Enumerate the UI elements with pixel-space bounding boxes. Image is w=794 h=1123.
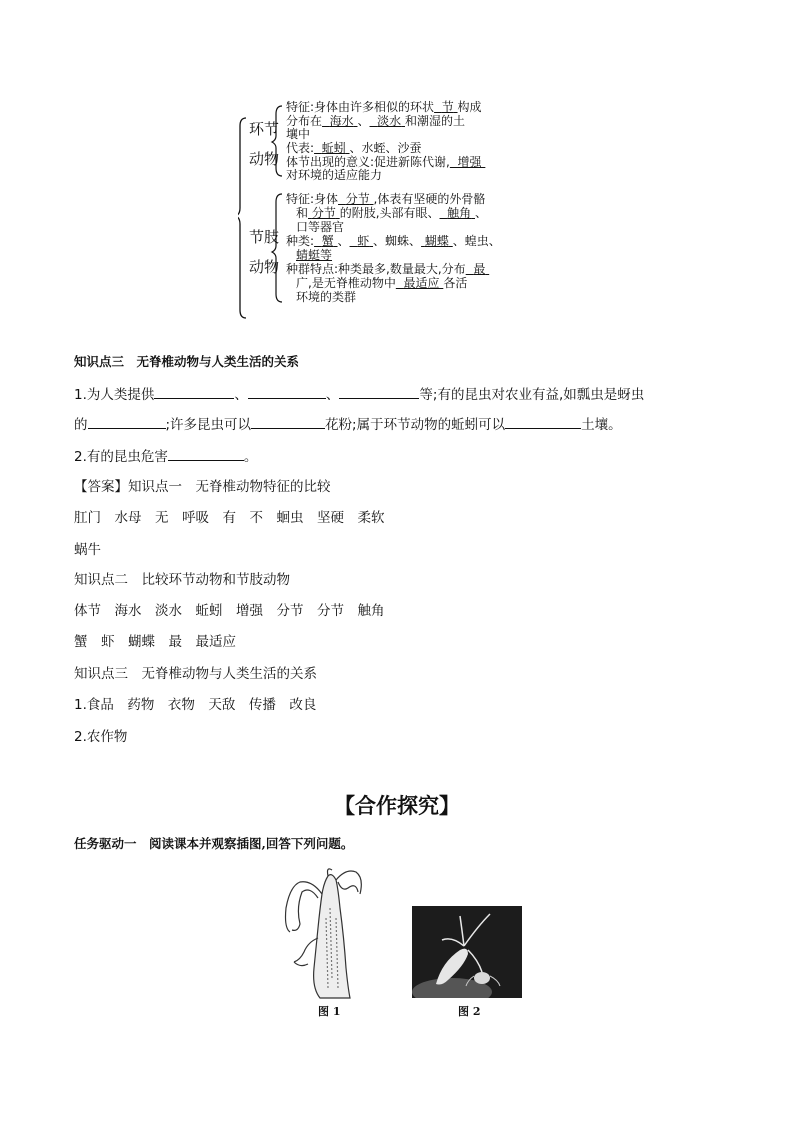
arthropod-line-2: 和 分节 的附肢,头部有眼、 触角 、 bbox=[296, 206, 488, 220]
arthropod-line-7: 广,是无脊椎动物中 最适应 各活 bbox=[296, 276, 468, 290]
answers-kp2-line1: 体节 海水 淡水 蚯蚓 增强 分节 分节 触角 bbox=[74, 603, 385, 619]
answers-kp1-line2: 蜗牛 bbox=[74, 542, 101, 558]
arthropod-line-5: 蜻蜓等 bbox=[296, 248, 333, 262]
answers-kp2-line2: 蟹 虾 蝴蝶 最 最适应 bbox=[74, 634, 236, 650]
answer-blank[interactable] bbox=[248, 384, 326, 399]
kp3-question-2: 2.有的昆虫危害 。 bbox=[74, 446, 257, 467]
hydra-drawing-figure bbox=[272, 868, 384, 1000]
arthropods-label: 节肢 动物 bbox=[248, 228, 279, 276]
answers-kp3-line2: 2.农作物 bbox=[74, 729, 128, 745]
kp3-question-1a: 1.为人类提供 、 、 等;有的昆虫对农业有益,如瓢虫是蚜虫 bbox=[74, 384, 644, 405]
arthropod-line-3: 口等器官 bbox=[296, 220, 345, 234]
arthropod-line-1: 特征:身体 分节 ,体表有坚硬的外骨骼 bbox=[286, 192, 486, 206]
annelids-label: 环节 动物 bbox=[248, 120, 279, 168]
answers-kp1-title: 【答案】知识点一 无脊椎动物特征的比较 bbox=[74, 479, 331, 495]
answers-kp2-title: 知识点二 比较环节动物和节肢动物 bbox=[74, 572, 290, 588]
answer-blank[interactable] bbox=[505, 414, 581, 429]
answer-blank[interactable] bbox=[168, 446, 244, 461]
answer-blank[interactable] bbox=[154, 384, 234, 399]
answers-kp3-title: 知识点三 无脊椎动物与人类生活的关系 bbox=[74, 666, 317, 682]
answer-blank[interactable] bbox=[251, 414, 325, 429]
annelid-line-5: 体节出现的意义:促进新陈代谢, 增强 bbox=[286, 155, 482, 169]
answers-kp3-line1: 1.食品 药物 衣物 天敌 传播 改良 bbox=[74, 697, 317, 713]
arthropod-line-8: 环境的类群 bbox=[296, 290, 357, 304]
kp3-title: 知识点三 无脊椎动物与人类生活的关系 bbox=[74, 354, 300, 369]
hydra-photo-figure bbox=[412, 906, 522, 998]
answers-kp1-line1: 肛门 水母 无 呼吸 有 不 蛔虫 坚硬 柔软 bbox=[74, 510, 385, 526]
task-heading: 任务驱动一 阅读课本并观察插图,回答下列问题。 bbox=[74, 836, 354, 851]
annelid-line-6: 对环境的适应能力 bbox=[286, 168, 383, 182]
figure-1-caption: 图 1 bbox=[318, 1005, 341, 1018]
kp3-question-1b: 的 ;许多昆虫可以 花粉;属于环节动物的蚯蚓可以 土壤。 bbox=[74, 414, 622, 435]
arthropod-line-4: 种类: 蟹 、 虾 、蜘蛛、 蝴蝶 、蝗虫、 bbox=[286, 234, 501, 248]
annelid-line-2: 分布在 海水 、 淡水 和潮湿的土 bbox=[286, 114, 466, 128]
annelid-line-4: 代表: 蚯蚓 、水蛭、沙蚕 bbox=[286, 141, 422, 155]
figure-2-caption: 图 2 bbox=[458, 1005, 481, 1018]
annelid-line-1: 特征:身体由许多相似的环状 节 构成 bbox=[286, 100, 482, 114]
arthropod-line-6: 种群特点:种类最多,数量最大,分布 最 bbox=[286, 262, 486, 276]
answer-blank[interactable] bbox=[339, 384, 419, 399]
concept-map bbox=[238, 98, 558, 320]
answer-blank[interactable] bbox=[88, 414, 166, 429]
section-title: 【合作探究】 bbox=[334, 793, 460, 818]
annelid-line-3: 壤中 bbox=[286, 127, 311, 141]
